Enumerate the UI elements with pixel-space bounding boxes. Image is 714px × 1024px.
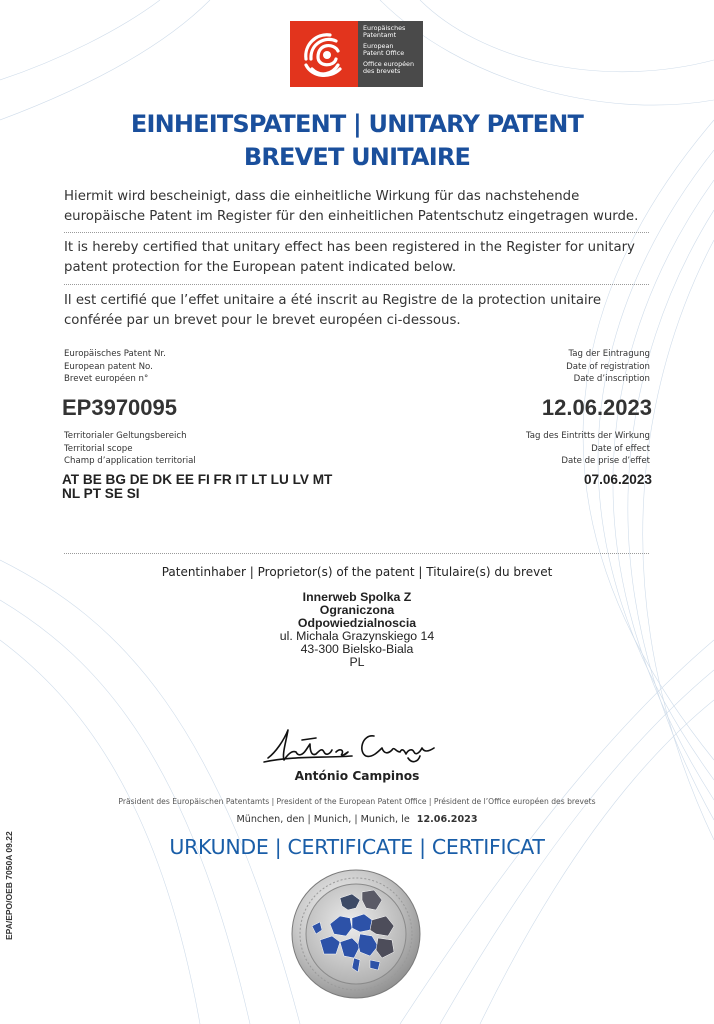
- signature: [262, 722, 442, 770]
- proprietor-heading: Patentinhaber | Proprietor(s) of the patent | Titulaire(s) du brevet: [161, 565, 553, 579]
- logo-line-3: European: [363, 41, 394, 50]
- patent-no-label-fr: Brevet européen n°: [64, 374, 149, 384]
- registration-label-de: Tag der Eintragung: [568, 349, 650, 359]
- statement-en: It is hereby certified that unitary effect has been registered in the Register for unitary patent protection for the European patent indicated below.: [64, 240, 635, 275]
- divider: [64, 553, 649, 554]
- scope-labels: [64, 430, 196, 468]
- patent-no-label-en: European patent No.: [64, 361, 153, 372]
- signatory-name: António Campinos: [294, 769, 420, 783]
- certificate-heading: URKUNDE | CERTIFICATE | CERTIFICAT: [169, 835, 545, 859]
- scope-label-fr: Champ d’application territorial: [64, 456, 196, 466]
- issue-place-date: [0, 814, 714, 825]
- divider: [64, 232, 649, 233]
- registration-label-fr: Date d’inscription: [573, 374, 650, 384]
- registration-labels: [566, 348, 650, 386]
- effect-label-en: Date of effect: [591, 443, 650, 454]
- scope-label-de: Territorialer Geltungsbereich: [64, 431, 187, 441]
- logo-line-2: Patentamt: [363, 31, 397, 40]
- logo-line-1: Europäisches: [363, 24, 406, 32]
- logo-line-5: Office européen: [363, 59, 415, 68]
- proprietor-block: [0, 591, 714, 669]
- epo-logo-wordmark: [358, 21, 423, 87]
- proprietor-city: 43-300 Bielsko-Biala: [300, 642, 414, 656]
- form-code: EPA/EPO/OEB 7050A 09.22: [4, 831, 14, 940]
- issue-place: München, den | Munich, | Munich, le: [236, 814, 410, 825]
- logo-line-4: Patent Office: [363, 49, 405, 58]
- patent-no-label-de: Europäisches Patent Nr.: [64, 349, 166, 359]
- scope-label-en: Territorial scope: [64, 443, 133, 454]
- effect-labels: [526, 430, 650, 468]
- proprietor-name-line-1: Innerweb Spolka Z: [302, 590, 412, 604]
- statement-de: Hiermit wird bescheinigt, dass die einheitliche Wirkung für das nachstehende europäische Patent im Register für den einheitlichen Patentschutz eingetragen wurde.: [64, 189, 639, 224]
- patent-no-labels: [64, 348, 166, 386]
- epo-logo-mark-icon: [290, 21, 358, 87]
- divider: [64, 284, 649, 285]
- signatory-role: Präsident des Europäischen Patentamts | President of the European Patent Office | Président de l’Office européen des brevets: [118, 797, 596, 806]
- scope-countries-line-1: AT BE BG DE DK EE FI FR IT LT LU LV MT: [62, 472, 333, 487]
- proprietor-country: PL: [349, 655, 365, 669]
- patent-number: EP3970095: [62, 395, 177, 420]
- registration-date: 12.06.2023: [541, 395, 652, 420]
- epo-logo: [290, 21, 423, 87]
- registration-label-en: Date of registration: [566, 361, 650, 372]
- page-title-line-1: EINHEITSPATENT | UNITARY PATENT: [130, 110, 584, 138]
- eu-map-seal-icon: [290, 868, 422, 1000]
- proprietor-name-line-2: Ograniczona: [319, 603, 395, 617]
- proprietor-name-line-3: Odpowiedzialnoscia: [297, 616, 417, 630]
- effect-label-de: Tag des Eintritts der Wirkung: [525, 431, 650, 441]
- scope-countries-line-2: NL PT SE SI: [62, 486, 140, 501]
- issue-date: 12.06.2023: [416, 814, 478, 825]
- statement-fr: Il est certifié que l’effet unitaire a été inscrit au Registre de la protection unitaire conférée par un brevet pour le brevet européen ci-dessous.: [64, 293, 602, 328]
- scope-countries: [62, 473, 332, 501]
- logo-line-6: des brevets: [363, 67, 401, 76]
- effect-date: 07.06.2023: [583, 472, 652, 487]
- proprietor-street: ul. Michala Grazynskiego 14: [279, 629, 435, 643]
- effect-label-fr: Date de prise d’effet: [561, 456, 650, 466]
- page-title-line-2: BREVET UNITAIRE: [243, 143, 471, 171]
